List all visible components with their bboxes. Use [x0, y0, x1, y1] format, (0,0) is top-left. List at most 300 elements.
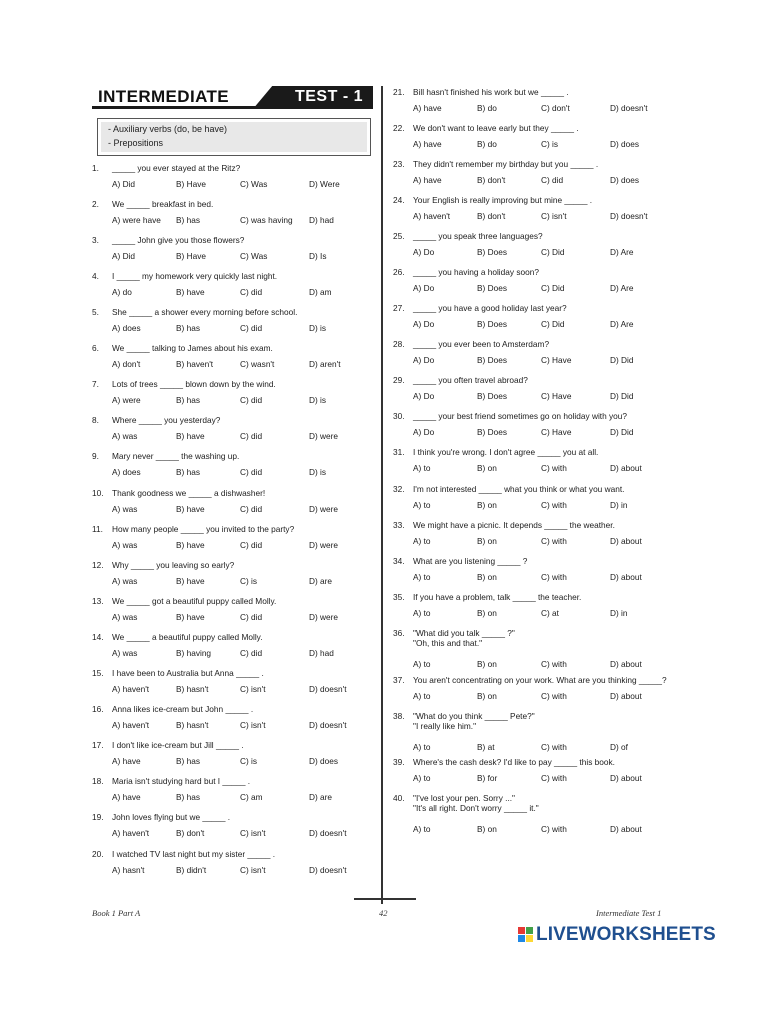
- answer-option-a[interactable]: A) was: [112, 576, 138, 586]
- answer-option-c[interactable]: C) Have: [541, 355, 572, 365]
- question-stem: I _____ my homework very quickly last night.: [112, 271, 278, 281]
- question-item: [393, 711, 683, 753]
- question-item: [393, 592, 683, 622]
- question-item: [393, 411, 683, 441]
- answer-option-d[interactable]: D) doesn't: [309, 828, 347, 838]
- question-item: [393, 339, 683, 369]
- question-stem: _____ your best friend sometimes go on holiday with you?: [413, 411, 628, 421]
- answer-option-b[interactable]: B) have: [176, 540, 205, 550]
- answer-option-d[interactable]: D) Are: [610, 319, 634, 329]
- answer-option-b[interactable]: B) Does: [477, 427, 507, 437]
- answer-option-a[interactable]: A) to: [413, 659, 431, 669]
- answer-option-a[interactable]: A) have: [112, 756, 141, 766]
- answer-option-d[interactable]: D) Did: [610, 391, 634, 401]
- answer-option-c[interactable]: C) is: [240, 576, 258, 586]
- answer-option-a[interactable]: A) Do: [413, 283, 435, 293]
- answer-option-d[interactable]: D) doesn't: [610, 103, 648, 113]
- question-item: [393, 757, 683, 787]
- answer-option-a[interactable]: A) Do: [413, 247, 435, 257]
- question-number: 30.: [393, 411, 405, 421]
- question-number: 8.: [92, 415, 99, 425]
- answer-option-b[interactable]: B) hasn't: [176, 720, 209, 730]
- answer-option-c[interactable]: C) is: [240, 756, 258, 766]
- test-header: [92, 86, 373, 109]
- question-number: 28.: [393, 339, 405, 349]
- question-stem: _____ you speak three languages?: [413, 231, 543, 241]
- question-stem: Lots of trees _____ blown down by the wind.: [112, 379, 276, 389]
- question-stem: _____ you ever been to Amsterdam?: [413, 339, 550, 349]
- question-stem: John loves flying but we _____ .: [112, 812, 231, 822]
- answer-option-b[interactable]: B) has: [176, 215, 200, 225]
- answer-option-a[interactable]: A) was: [112, 504, 138, 514]
- topic-prepositions: - Prepositions: [108, 138, 164, 148]
- question-number: 13.: [92, 596, 104, 606]
- answer-option-d[interactable]: D) had: [309, 215, 334, 225]
- question-item: [393, 675, 683, 705]
- answer-option-d[interactable]: D) am: [309, 287, 332, 297]
- question-stem: I watched TV last night but my sister _____ .: [112, 849, 276, 859]
- question-item: [393, 628, 683, 670]
- answer-option-a[interactable]: A) to: [413, 824, 431, 834]
- answer-option-b[interactable]: B) Does: [477, 247, 507, 257]
- answer-option-d[interactable]: D) is: [309, 395, 327, 405]
- question-item: [393, 87, 683, 117]
- question-item: [92, 524, 382, 554]
- answer-option-d[interactable]: D) in: [610, 500, 628, 510]
- answer-option-a[interactable]: A) Do: [413, 319, 435, 329]
- answer-option-c[interactable]: C) wasn't: [240, 359, 275, 369]
- question-item: [92, 163, 382, 193]
- question-item: [92, 307, 382, 337]
- question-number: 26.: [393, 267, 405, 277]
- answer-option-c[interactable]: C) with: [541, 536, 567, 546]
- divider-base: [354, 898, 416, 900]
- answer-option-c[interactable]: C) with: [541, 691, 567, 701]
- answer-option-c[interactable]: C) did: [240, 467, 263, 477]
- answer-option-b[interactable]: B) haven't: [176, 359, 214, 369]
- question-number: 33.: [393, 520, 405, 530]
- answer-option-a[interactable]: A) to: [413, 536, 431, 546]
- answer-option-d[interactable]: D) about: [610, 824, 642, 834]
- answer-option-d[interactable]: D) Did: [610, 427, 634, 437]
- answer-option-c[interactable]: C) did: [240, 395, 263, 405]
- answer-option-b[interactable]: B) on: [477, 572, 497, 582]
- answer-option-c[interactable]: C) did: [541, 175, 564, 185]
- question-item: [393, 303, 683, 333]
- question-number: 18.: [92, 776, 104, 786]
- answer-option-d[interactable]: D) is: [309, 467, 327, 477]
- question-item: [92, 415, 382, 445]
- answer-option-c[interactable]: C) is: [541, 139, 559, 149]
- answer-option-c[interactable]: C) Did: [541, 247, 565, 257]
- answer-option-d[interactable]: D) of: [610, 742, 628, 752]
- footer-page-number: 42: [379, 908, 388, 918]
- question-item: [92, 488, 382, 518]
- answer-option-d[interactable]: D) were: [309, 504, 339, 514]
- question-number: 7.: [92, 379, 99, 389]
- answer-option-c[interactable]: C) did: [240, 648, 263, 658]
- answer-option-b[interactable]: B) on: [477, 500, 497, 510]
- question-number: 4.: [92, 271, 99, 281]
- answer-option-d[interactable]: D) about: [610, 463, 642, 473]
- answer-option-a[interactable]: A) Did: [112, 251, 136, 261]
- answer-option-a[interactable]: A) was: [112, 612, 138, 622]
- answer-option-a[interactable]: A) haven't: [112, 684, 150, 694]
- question-number: 35.: [393, 592, 405, 602]
- answer-option-a[interactable]: A) Did: [112, 179, 136, 189]
- answer-option-c[interactable]: C) don't: [541, 103, 570, 113]
- question-number: 5.: [92, 307, 99, 317]
- answer-option-a[interactable]: A) does: [112, 323, 141, 333]
- question-number: 24.: [393, 195, 405, 205]
- answer-option-c[interactable]: C) Did: [541, 319, 565, 329]
- answer-option-b[interactable]: B) Have: [176, 179, 206, 189]
- level-title: INTERMEDIATE: [98, 87, 230, 106]
- question-stem: Maria isn't studying hard but I _____ .: [112, 776, 251, 786]
- question-stem: How many people _____ you invited to the party?: [112, 524, 295, 534]
- answer-option-c[interactable]: C) did: [240, 287, 263, 297]
- question-number: 37.: [393, 675, 405, 685]
- answer-option-a[interactable]: A) were: [112, 395, 141, 405]
- footer-test-name: Intermediate Test 1: [596, 908, 662, 918]
- answer-option-b[interactable]: B) has: [176, 756, 200, 766]
- answer-option-d[interactable]: D) about: [610, 536, 642, 546]
- answer-option-d[interactable]: D) Were: [309, 179, 340, 189]
- answer-option-d[interactable]: D) aren't: [309, 359, 341, 369]
- liveworksheets-logo-icon: [518, 927, 534, 943]
- question-stem: I have been to Australia but Anna _____ .: [112, 668, 264, 678]
- answer-option-c[interactable]: C) did: [240, 612, 263, 622]
- answer-option-b[interactable]: B) Does: [477, 319, 507, 329]
- question-item: [92, 271, 382, 301]
- answer-option-b[interactable]: B) on: [477, 659, 497, 669]
- answer-option-d[interactable]: D) Are: [610, 283, 634, 293]
- answer-option-a[interactable]: A) to: [413, 773, 431, 783]
- logo-square-yellow: [526, 935, 533, 942]
- question-item: [393, 520, 683, 550]
- question-stem: _____ you have a good holiday last year?: [413, 303, 567, 313]
- answer-option-b[interactable]: B) on: [477, 691, 497, 701]
- answer-option-d[interactable]: D) Is: [309, 251, 327, 261]
- answer-option-a[interactable]: A) have: [112, 792, 141, 802]
- answer-option-c[interactable]: C) with: [541, 742, 567, 752]
- answer-option-c[interactable]: C) did: [240, 540, 263, 550]
- question-number: 12.: [92, 560, 104, 570]
- answer-option-b[interactable]: B) on: [477, 608, 497, 618]
- answer-option-b[interactable]: B) Does: [477, 391, 507, 401]
- question-number: 27.: [393, 303, 405, 313]
- answer-option-c[interactable]: C) with: [541, 824, 567, 834]
- test-number: TEST - 1: [294, 88, 363, 105]
- question-item: [393, 159, 683, 189]
- answer-option-d[interactable]: D) were: [309, 612, 339, 622]
- answer-option-a[interactable]: A) have: [413, 103, 442, 113]
- answer-option-c[interactable]: C) isn't: [240, 865, 266, 875]
- question-item: [92, 849, 382, 879]
- question-stem: "What did you talk _____ ?": [413, 628, 515, 638]
- answer-option-c[interactable]: C) did: [240, 431, 263, 441]
- question-number: 16.: [92, 704, 104, 714]
- answer-option-b[interactable]: B) do: [477, 139, 497, 149]
- answer-option-a[interactable]: A) to: [413, 463, 431, 473]
- answer-option-b[interactable]: B) on: [477, 463, 497, 473]
- header-rule: [92, 106, 373, 109]
- answer-option-c[interactable]: C) did: [240, 504, 263, 514]
- answer-option-d[interactable]: D) doesn't: [309, 684, 347, 694]
- answer-option-c[interactable]: C) with: [541, 659, 567, 669]
- answer-option-d[interactable]: D) does: [309, 756, 339, 766]
- answer-option-b[interactable]: B) has: [176, 323, 200, 333]
- answer-option-c[interactable]: C) with: [541, 773, 567, 783]
- answer-option-c[interactable]: C) Have: [541, 391, 572, 401]
- question-number: 20.: [92, 849, 104, 859]
- answer-option-b[interactable]: B) don't: [477, 211, 506, 221]
- answer-option-b[interactable]: B) has: [176, 467, 200, 477]
- question-stem: Where's the cash desk? I'd like to pay _____ this book.: [413, 757, 615, 767]
- question-stem: We _____ breakfast in bed.: [112, 199, 214, 209]
- answer-option-b[interactable]: B) has: [176, 792, 200, 802]
- answer-option-b[interactable]: B) Does: [477, 283, 507, 293]
- question-number: 38.: [393, 711, 405, 721]
- question-number: 6.: [92, 343, 99, 353]
- question-item: [92, 451, 382, 481]
- question-stem: If you have a problem, talk _____ the teacher.: [413, 592, 582, 602]
- answer-option-d[interactable]: D) are: [309, 792, 333, 802]
- answer-option-b[interactable]: B) on: [477, 536, 497, 546]
- answer-option-a[interactable]: A) to: [413, 500, 431, 510]
- answer-option-a[interactable]: A) have: [413, 139, 442, 149]
- answer-option-d[interactable]: D) had: [309, 648, 334, 658]
- answer-option-d[interactable]: D) about: [610, 659, 642, 669]
- answer-option-d[interactable]: D) are: [309, 576, 333, 586]
- answer-option-a[interactable]: A) haven't: [413, 211, 451, 221]
- question-item: [92, 560, 382, 590]
- question-number: 36.: [393, 628, 405, 638]
- answer-option-c[interactable]: C) with: [541, 572, 567, 582]
- answer-option-b[interactable]: B) don't: [477, 175, 506, 185]
- answer-option-d[interactable]: D) doesn't: [309, 865, 347, 875]
- answer-option-b[interactable]: B) have: [176, 612, 205, 622]
- answer-option-d[interactable]: D) Did: [610, 355, 634, 365]
- answer-option-d[interactable]: D) about: [610, 773, 642, 783]
- question-stem: They didn't remember my birthday but you _____ .: [413, 159, 599, 169]
- answer-option-c[interactable]: C) isn't: [240, 828, 266, 838]
- answer-option-a[interactable]: A) to: [413, 742, 431, 752]
- logo-square-blue: [518, 935, 525, 942]
- answer-option-d[interactable]: D) Are: [610, 247, 634, 257]
- question-stem-line2: "I really like him.": [413, 721, 477, 731]
- answer-option-a[interactable]: A) to: [413, 608, 431, 618]
- answer-option-a[interactable]: A) Do: [413, 355, 435, 365]
- answer-option-b[interactable]: B) having: [176, 648, 212, 658]
- footer-book: Book 1 Part A: [92, 908, 141, 918]
- answer-option-b[interactable]: B) for: [477, 773, 498, 783]
- question-item: [92, 596, 382, 626]
- question-number: 25.: [393, 231, 405, 241]
- topics-box: [97, 118, 371, 156]
- question-item: [393, 447, 683, 477]
- question-stem: "I've lost your pen. Sorry ...": [413, 793, 516, 803]
- question-item: [92, 379, 382, 409]
- answer-option-a[interactable]: A) Do: [413, 391, 435, 401]
- question-item: [393, 793, 683, 835]
- question-stem: Thank goodness we _____ a dishwasher!: [112, 488, 266, 498]
- logo-square-red: [518, 927, 525, 934]
- answer-option-c[interactable]: C) isn't: [240, 720, 266, 730]
- question-number: 31.: [393, 447, 405, 457]
- answer-option-c[interactable]: C) Have: [541, 427, 572, 437]
- answer-option-d[interactable]: D) doesn't: [610, 211, 648, 221]
- question-stem: I'm not interested _____ what you think or what you want.: [413, 484, 625, 494]
- question-stem: She _____ a shower every morning before school.: [112, 307, 298, 317]
- answer-option-b[interactable]: B) do: [477, 103, 497, 113]
- answer-option-c[interactable]: C) did: [240, 323, 263, 333]
- answer-option-d[interactable]: D) doesn't: [309, 720, 347, 730]
- question-stem: _____ John give you those flowers?: [112, 235, 245, 245]
- answer-option-b[interactable]: B) on: [477, 824, 497, 834]
- question-stem: We _____ a beautiful puppy called Molly.: [112, 632, 263, 642]
- answer-option-a[interactable]: A) have: [413, 175, 442, 185]
- answer-option-b[interactable]: B) don't: [176, 828, 205, 838]
- question-item: [393, 484, 683, 514]
- answer-option-c[interactable]: C) Did: [541, 283, 565, 293]
- topic-auxiliary-verbs: - Auxiliary verbs (do, be have): [108, 124, 228, 134]
- answer-option-a[interactable]: A) do: [112, 287, 132, 297]
- answer-option-b[interactable]: B) hasn't: [176, 684, 209, 694]
- answer-option-c[interactable]: C) was having: [240, 215, 293, 225]
- question-item: [393, 231, 683, 261]
- answer-option-b[interactable]: B) at: [477, 742, 495, 752]
- question-stem: Your English is really improving but mine _____ .: [413, 195, 593, 205]
- question-stem: What are you listening _____ ?: [413, 556, 528, 566]
- question-number: 15.: [92, 668, 104, 678]
- logo-square-green: [526, 927, 533, 934]
- answer-option-a[interactable]: A) hasn't: [112, 865, 145, 875]
- question-stem-line2: "Oh, this and that.": [413, 638, 483, 648]
- answer-option-a[interactable]: A) to: [413, 691, 431, 701]
- answer-option-a[interactable]: A) to: [413, 572, 431, 582]
- answer-option-c[interactable]: C) Was: [240, 179, 268, 189]
- question-stem: We _____ got a beautiful puppy called Molly.: [112, 596, 277, 606]
- question-number: 21.: [393, 87, 405, 97]
- question-stem: We don't want to leave early but they _____ .: [413, 123, 579, 133]
- question-number: 1.: [92, 163, 99, 173]
- question-number: 23.: [393, 159, 405, 169]
- answer-option-a[interactable]: A) was: [112, 540, 138, 550]
- question-item: [92, 235, 382, 265]
- answer-option-d[interactable]: D) does: [610, 175, 640, 185]
- question-stem: _____ you having a holiday soon?: [413, 267, 539, 277]
- question-stem: Bill hasn't finished his work but we _____ .: [413, 87, 569, 97]
- answer-option-a[interactable]: A) was: [112, 648, 138, 658]
- question-stem: _____ you often travel abroad?: [413, 375, 528, 385]
- question-item: [92, 776, 382, 806]
- question-item: [92, 704, 382, 734]
- answer-option-a[interactable]: A) were have: [112, 215, 161, 225]
- question-item: [92, 343, 382, 373]
- answer-option-b[interactable]: B) Have: [176, 251, 206, 261]
- question-number: 10.: [92, 488, 104, 498]
- question-item: [393, 375, 683, 405]
- question-item: [393, 556, 683, 586]
- answer-option-c[interactable]: C) isn't: [541, 211, 567, 221]
- question-number: 2.: [92, 199, 99, 209]
- answer-option-b[interactable]: B) have: [176, 504, 205, 514]
- answer-option-c[interactable]: C) with: [541, 500, 567, 510]
- question-stem: Mary never _____ the washing up.: [112, 451, 240, 461]
- question-number: 34.: [393, 556, 405, 566]
- answer-option-c[interactable]: C) isn't: [240, 684, 266, 694]
- answer-option-a[interactable]: A) Do: [413, 427, 435, 437]
- answer-option-a[interactable]: A) does: [112, 467, 141, 477]
- question-number: 39.: [393, 757, 405, 767]
- question-item: [393, 123, 683, 153]
- question-stem: Why _____ you leaving so early?: [112, 560, 235, 570]
- answer-option-c[interactable]: C) Was: [240, 251, 268, 261]
- answer-option-b[interactable]: B) have: [176, 431, 205, 441]
- question-number: 32.: [393, 484, 405, 494]
- question-item: [393, 267, 683, 297]
- answer-option-b[interactable]: B) Does: [477, 355, 507, 365]
- answer-option-d[interactable]: D) were: [309, 540, 339, 550]
- answer-option-d[interactable]: D) about: [610, 691, 642, 701]
- question-stem-line2: "It's all right. Don't worry _____ it.": [413, 803, 539, 813]
- answer-option-d[interactable]: D) were: [309, 431, 339, 441]
- question-number: 14.: [92, 632, 104, 642]
- answer-option-d[interactable]: D) does: [610, 139, 640, 149]
- question-stem: Where _____ you yesterday?: [112, 415, 221, 425]
- question-number: 17.: [92, 740, 104, 750]
- question-number: 19.: [92, 812, 104, 822]
- brand-name: LIVEWORKSHEETS: [536, 924, 716, 945]
- answer-option-d[interactable]: D) is: [309, 323, 327, 333]
- question-stem: Anna likes ice-cream but John _____ .: [112, 704, 254, 714]
- answer-option-c[interactable]: C) at: [541, 608, 559, 618]
- answer-option-b[interactable]: B) have: [176, 576, 205, 586]
- answer-option-b[interactable]: B) has: [176, 395, 200, 405]
- answer-option-b[interactable]: B) have: [176, 287, 205, 297]
- question-item: [92, 199, 382, 229]
- answer-option-d[interactable]: D) in: [610, 608, 628, 618]
- answer-option-c[interactable]: C) with: [541, 463, 567, 473]
- question-number: 40.: [393, 793, 405, 803]
- question-number: 29.: [393, 375, 405, 385]
- question-stem: _____ you ever stayed at the Ritz?: [112, 163, 241, 173]
- answer-option-a[interactable]: A) haven't: [112, 720, 150, 730]
- answer-option-b[interactable]: B) didn't: [176, 865, 207, 875]
- question-item: [92, 740, 382, 770]
- answer-option-a[interactable]: A) haven't: [112, 828, 150, 838]
- question-stem: You aren't concentrating on your work. What are you thinking _____?: [413, 675, 667, 685]
- answer-option-c[interactable]: C) am: [240, 792, 263, 802]
- answer-option-a[interactable]: A) was: [112, 431, 138, 441]
- answer-option-a[interactable]: A) don't: [112, 359, 141, 369]
- question-number: 9.: [92, 451, 99, 461]
- question-stem: "What do you think _____ Pete?": [413, 711, 535, 721]
- question-number: 22.: [393, 123, 405, 133]
- question-item: [92, 632, 382, 662]
- answer-option-d[interactable]: D) about: [610, 572, 642, 582]
- question-number: 3.: [92, 235, 99, 245]
- question-item: [92, 812, 382, 842]
- question-stem: I don't like ice-cream but Jill _____ .: [112, 740, 244, 750]
- question-item: [393, 195, 683, 225]
- question-stem: I think you're wrong. I don't agree _____ you at all.: [413, 447, 599, 457]
- question-number: 11.: [92, 524, 103, 534]
- question-stem: We might have a picnic. It depends _____ the weather.: [413, 520, 615, 530]
- question-item: [92, 668, 382, 698]
- question-stem: We _____ talking to James about his exam.: [112, 343, 273, 353]
